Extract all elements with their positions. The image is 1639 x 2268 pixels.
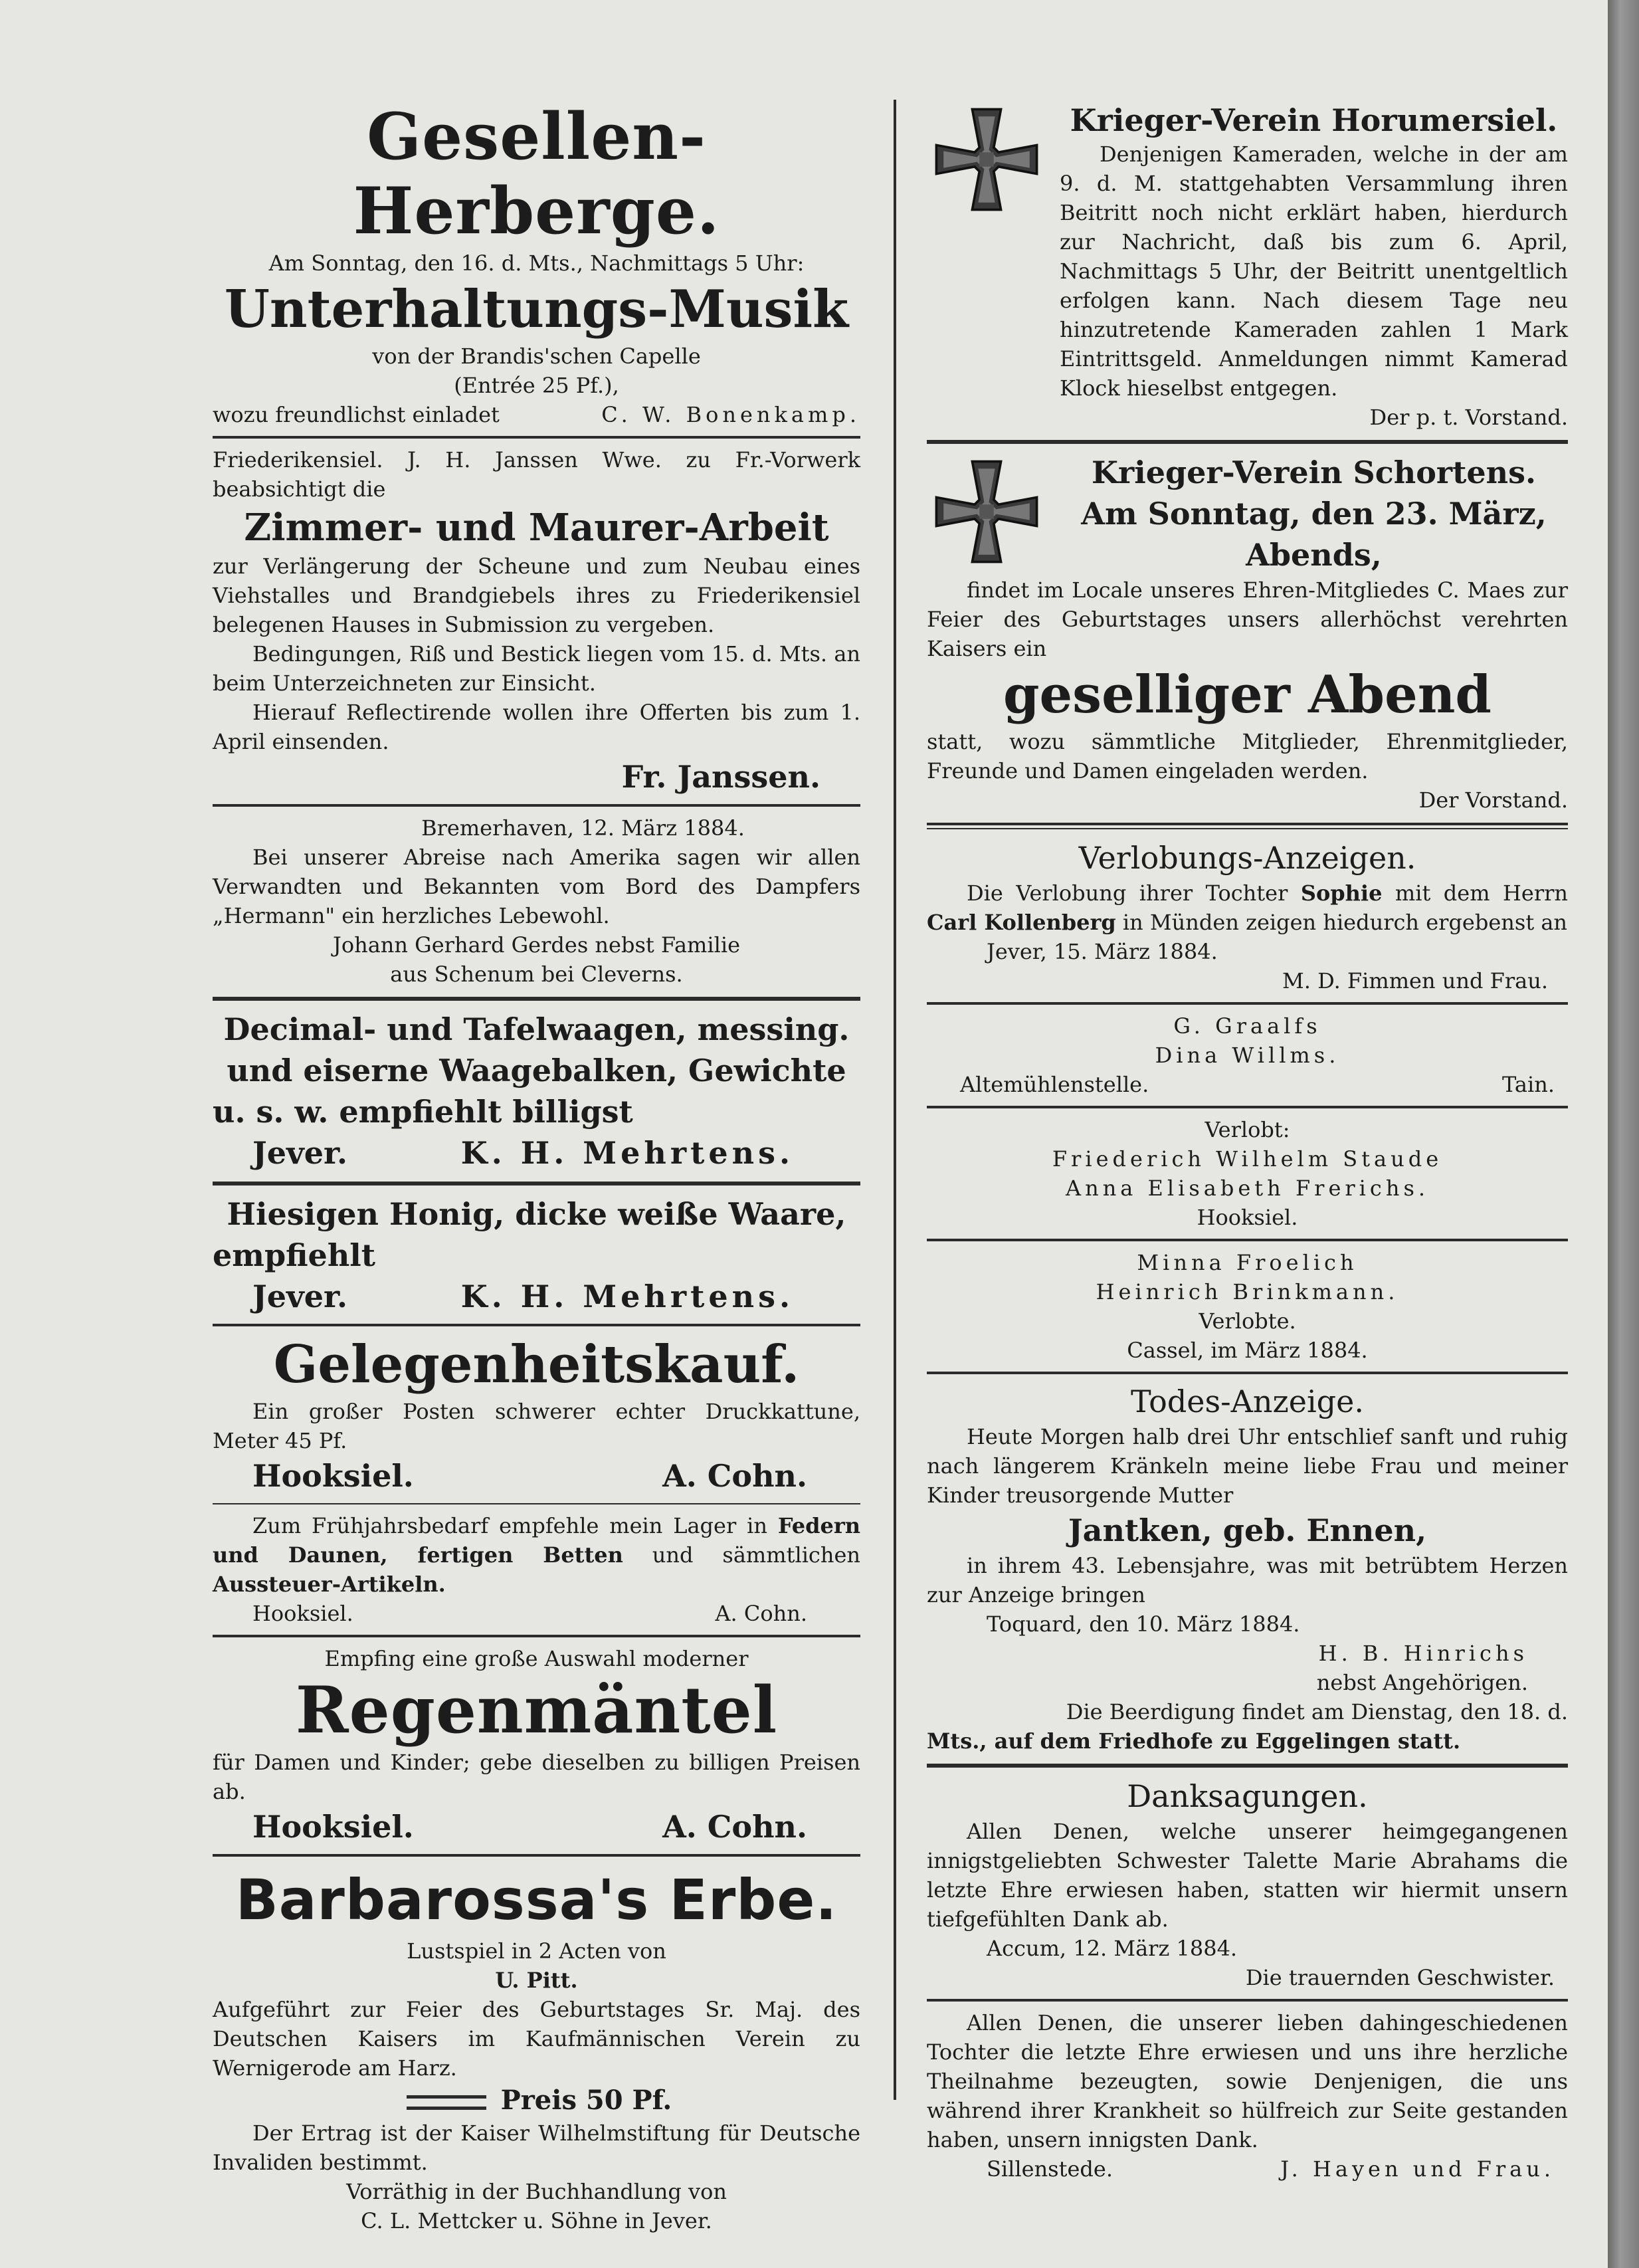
ad-barbarossa [213,1863,860,2235]
ad-text-part: Zum Frühjahrsbedarf empfehle mein Lager in [252,1513,767,1538]
ad-verlobung-fimmen [927,837,1568,995]
ad-text: Bedingungen, Riß und Bestick liegen vom 15. d. Mts. an beim Unterzeichneten zur Einsicht. [213,641,860,696]
ad-text: in ihrem 43. Lebensjahre, was mit betrübtem Herzen zur Anzeige bringen [927,1553,1568,1607]
ad-signer: C. W. Bonenkamp. [601,402,860,427]
divider [213,804,860,807]
divider [927,1002,1568,1005]
ad-fruehjahrsbedarf [213,1511,860,1628]
divider [927,1999,1568,2002]
ad-signer: A. Cohn. [662,1809,807,1845]
ad-title: Gesellen-Herberge. [353,99,720,249]
ad-text: (Entrée 25 Pf.), [454,373,619,398]
ad-place: Hooksiel. [252,1601,353,1626]
ad-text: Aufgeführt zur Feier des Geburtstages Sr. Maj. des Deutschen Kaisers im Kaufmännischen Verein zu Wernigerode am Harz. [213,1997,860,2081]
ad-place: Jever. [252,1279,348,1314]
ad-text-part: mit dem Herrn [1395,880,1569,906]
ad-text: Die Beerdigung findet am Dienstag, den 18. d. [1066,1699,1568,1724]
ad-name: Heinrich Brinkmann. [1096,1279,1399,1304]
ad-honig [213,1193,860,1317]
ad-name: Dina Willms. [1155,1043,1340,1068]
ad-text: Hierauf Reflectirende wollen ihre Offerten bis zum 1. April einsenden. [213,700,860,754]
divider [213,997,860,1001]
ad-name-bold: Carl Kollenberg [927,910,1116,935]
ad-verlobung-froelich [927,1248,1568,1365]
ad-date: Bremerhaven, 12. März 1884. [421,815,745,841]
ad-text: zur Verlängerung der Scheune und zum Neubau eines Viehstalles und Brandgiebels ihres zu Friederikensiel belegenen Hauses in Submission zu vergeben. [213,554,860,637]
ad-headline: geselliger Abend [1003,665,1492,725]
ad-danksagung-hayen [927,2008,1568,2184]
divider [213,436,860,439]
ad-regenmaentel [213,1644,860,1847]
ad-text: C. L. Mettcker u. Söhne in Jever. [361,2208,712,2233]
ad-text: für Damen und Kinder; gebe dieselben zu billigen Preisen ab. [213,1750,860,1804]
divider [927,1764,1568,1768]
ad-place: Altemühlenstelle. [960,1072,1149,1097]
divider [927,440,1568,444]
ad-headline: Regenmäntel [295,1673,778,1748]
ad-text: Ein großer Posten schwerer echter Druckkattune, Meter 45 Pf. [213,1399,860,1453]
ad-signature [213,1806,860,1847]
ad-text: Heute Morgen halb drei Uhr entschlief sanft und ruhig nach längerem Kränkeln meine liebe Frau und meiner Kinder treusorgende Mutter [927,1424,1568,1508]
ad-headline: Abends, [1246,537,1382,573]
ad-headline: Am Sonntag, den 23. März, [1081,496,1547,532]
ad-text: Allen Denen, welche unserer heimgegangenen innigstgeliebten Schwester Talette Marie Abrahams die letzte Ehre erwiesen haben, statten wir hiermit unsern tiefgefühlten Dank ab. [927,1819,1568,1932]
right-column [927,100,1568,2184]
ad-verlobung-staude [927,1115,1568,1232]
ad-title: Danksagungen. [1127,1778,1368,1814]
ad-text: Vorräthig in der Buchhandlung von [346,2179,727,2204]
ad-title: Verlobungs-Anzeigen. [1078,840,1416,876]
ad-signer: Die trauernden Geschwister. [1245,1965,1555,1990]
ad-text: Friederikensiel. J. H. Janssen Wwe. zu Fr.-Vorwerk beabsichtigt die [213,447,860,502]
ad-headline: u. s. w. empfiehlt billigst [213,1094,633,1130]
ad-gelegenheitskauf [213,1333,860,1496]
ad-todes-anzeige [927,1381,1568,1756]
ad-text-part: in Münden zeigen hiedurch ergebenst an [1122,910,1568,935]
ad-title: Krieger-Verein Schortens. [1092,455,1536,490]
ad-text: Allen Denen, die unserer lieben dahingeschiedenen Tochter die letzte Ehre erwiesen und uns ihre herzliche Theilnahme bezeugten, sowie Denjenigen, die uns während ihrer Krankheit so hülfreich zur Seite gestanden haben, unsern innigsten Dank. [927,2010,1568,2152]
ad-place: Hooksiel. [252,1809,414,1845]
ad-krieger-horumersiel [927,100,1568,432]
ad-signature [213,400,860,429]
ad-text: Lustspiel in 2 Acten von [407,1938,666,1964]
ad-signer: K. H. Mehrtens. [460,1135,794,1171]
ad-title: Todes-Anzeige. [1131,1384,1364,1419]
ad-text: statt, wozu sämmtliche Mitglieder, Ehrenmitglieder, Freunde und Damen eingeladen werden. [927,729,1568,783]
ad-signer: Johann Gerhard Gerdes nebst Familie [333,932,740,958]
divider [213,1854,860,1857]
ad-date: Toquard, den 10. März 1884. [987,1611,1300,1637]
price-rule-left [407,2095,486,2110]
ad-name: Minna Froelich [1137,1250,1358,1275]
ad-signer: Der p. t. Vorstand. [1369,405,1568,430]
ad-name-bold: Sophie [1300,880,1383,906]
ad-name: G. Graalfs [1173,1013,1321,1039]
ad-signer: aus Schenum bei Cleverns. [390,962,683,987]
ad-date: Accum, 12. März 1884. [987,1936,1238,1961]
ad-text: Der Ertrag ist der Kaiser Wilhelmstiftung für Deutsche Invaliden bestimmt. [213,2120,860,2175]
ad-signer: M. D. Fimmen und Frau. [1282,968,1548,993]
ad-cross-text [1060,452,1568,575]
ad-signer: H. B. Hinrichs [1318,1641,1528,1666]
ad-cross-block [927,452,1568,575]
iron-cross-icon [927,100,1046,219]
ad-signer: A. Cohn. [662,1458,807,1494]
divider [213,1324,860,1326]
ad-label: Verlobt: [1205,1117,1290,1142]
left-column [213,100,860,2235]
ad-signer: Fr. Janssen. [621,759,820,795]
divider [213,1182,860,1186]
ad-headline: Zimmer- und Maurer-Arbeit [244,506,829,550]
ad-signer: A. Cohn. [715,1601,807,1626]
ad-date: Jever, 15. März 1884. [987,939,1218,964]
ad-text [213,1511,860,1599]
ad-place: Tain. [1502,1072,1555,1097]
ad-author: U. Pitt. [495,1968,578,1993]
ad-signature [213,1599,860,1628]
ad-signature [213,1276,860,1317]
ad-headline: Jantken, geb. Ennen, [1068,1512,1427,1548]
ad-text: findet im Locale unseres Ehren-Mitgliedes C. Maes zur Feier des Geburtstages unsers allerhöchst verehrten Kaisers ein [927,577,1568,661]
ad-place: Sillenstede. [987,2156,1113,2182]
divider [927,1239,1568,1241]
iron-cross-icon [927,452,1046,571]
ad-zimmer-maurer [213,445,860,797]
ad-title: Barbarossa's Erbe. [235,1867,838,1932]
ad-krieger-schortens [927,452,1568,815]
column-rule [894,100,896,2100]
ad-text: wozu freundlichst einladet [213,402,500,427]
ad-headline: Unterhaltungs-Musik [224,279,849,340]
divider [927,1372,1568,1374]
ad-text [927,878,1568,937]
ad-text-bold: Aussteuer-Artikeln. [213,1572,446,1597]
ad-headline: empfiehlt [213,1237,375,1273]
ad-text-part: Die Verlobung ihrer Tochter [967,880,1288,906]
ad-signature [213,1455,860,1496]
ad-place: Jever. [252,1135,348,1171]
ad-places [927,1070,1568,1099]
ad-text: von der Brandis'schen Capelle [372,344,701,369]
ad-signer: J. Hayen und Frau. [1280,2156,1555,2182]
ad-text: Empfing eine große Auswahl moderner [324,1646,749,1671]
divider [213,1503,860,1504]
ad-name: Friederich Wilhelm Staude [1052,1146,1443,1172]
page-gutter [1608,0,1639,2268]
ad-waagen [213,1009,860,1174]
ad-text: Denjenigen Kameraden, welche in der am 9. d. M. stattgehabten Versammlung ihren Beitritt noch nicht erklärt haben, hierdurch zur Nachricht, daß bis zum 6. April, Nachmittags 5 Uhr, der Beitritt unentgeltlich erfolgen kann. Nach diesem Tage neu hinzutretende Kameraden zahlen 1 Mark Eintrittsgeld. Anmeldungen nimmt Kamerad Klock hieselbst entgegen. [1060,142,1568,401]
ad-place: Hooksiel. [1197,1205,1298,1230]
ad-cross-text [1060,100,1568,141]
ad-text: Mts., auf dem Friedhofe zu Eggelingen statt. [927,1728,1461,1754]
divider [927,1106,1568,1108]
ad-signer: Der Vorstand. [1418,787,1568,813]
ad-headline: und eiserne Waagebalken, Gewichte [227,1053,846,1088]
ad-title: Krieger-Verein Horumersiel. [1070,102,1558,138]
ad-price-text: Preis 50 Pf. [500,2085,672,2116]
divider [927,823,1568,829]
ad-text: Am Sonntag, den 16. d. Mts., Nachmittags 5 Uhr: [268,251,805,276]
ad-label: Verlobte. [1199,1308,1296,1334]
ad-signer: K. H. Mehrtens. [460,1279,794,1314]
ad-text-bold: Federn und Daunen, fertigen Betten [213,1513,861,1568]
ad-danksagung-abrahams [927,1776,1568,1992]
ad-place: Hooksiel. [252,1458,414,1494]
ad-signature [213,1132,860,1174]
ad-text-part: und sämmtlichen [652,1542,861,1568]
ad-name: Anna Elisabeth Frerichs. [1065,1176,1430,1201]
ad-signature [927,2154,1568,2184]
ad-gesellen-herberge [213,100,860,429]
ad-headline: Hiesigen Honig, dicke weiße Waare, [227,1196,846,1232]
ad-text: Bei unserer Abreise nach Amerika sagen wir allen Verwandten und Bekannten vom Bord des Dampfers „Hermann" ein herzliches Lebewohl. [213,845,860,928]
ad-place: Cassel, im März 1884. [1127,1338,1368,1363]
ad-headline: Decimal- und Tafelwaagen, messing. [223,1011,850,1047]
ad-verlobung-graalfs [927,1011,1568,1099]
ad-signer: nebst Angehörigen. [1316,1670,1528,1695]
ad-title: Gelegenheitskauf. [273,1334,800,1395]
ad-farewell [213,813,860,989]
divider [213,1635,860,1637]
ad-price [213,2083,860,2118]
